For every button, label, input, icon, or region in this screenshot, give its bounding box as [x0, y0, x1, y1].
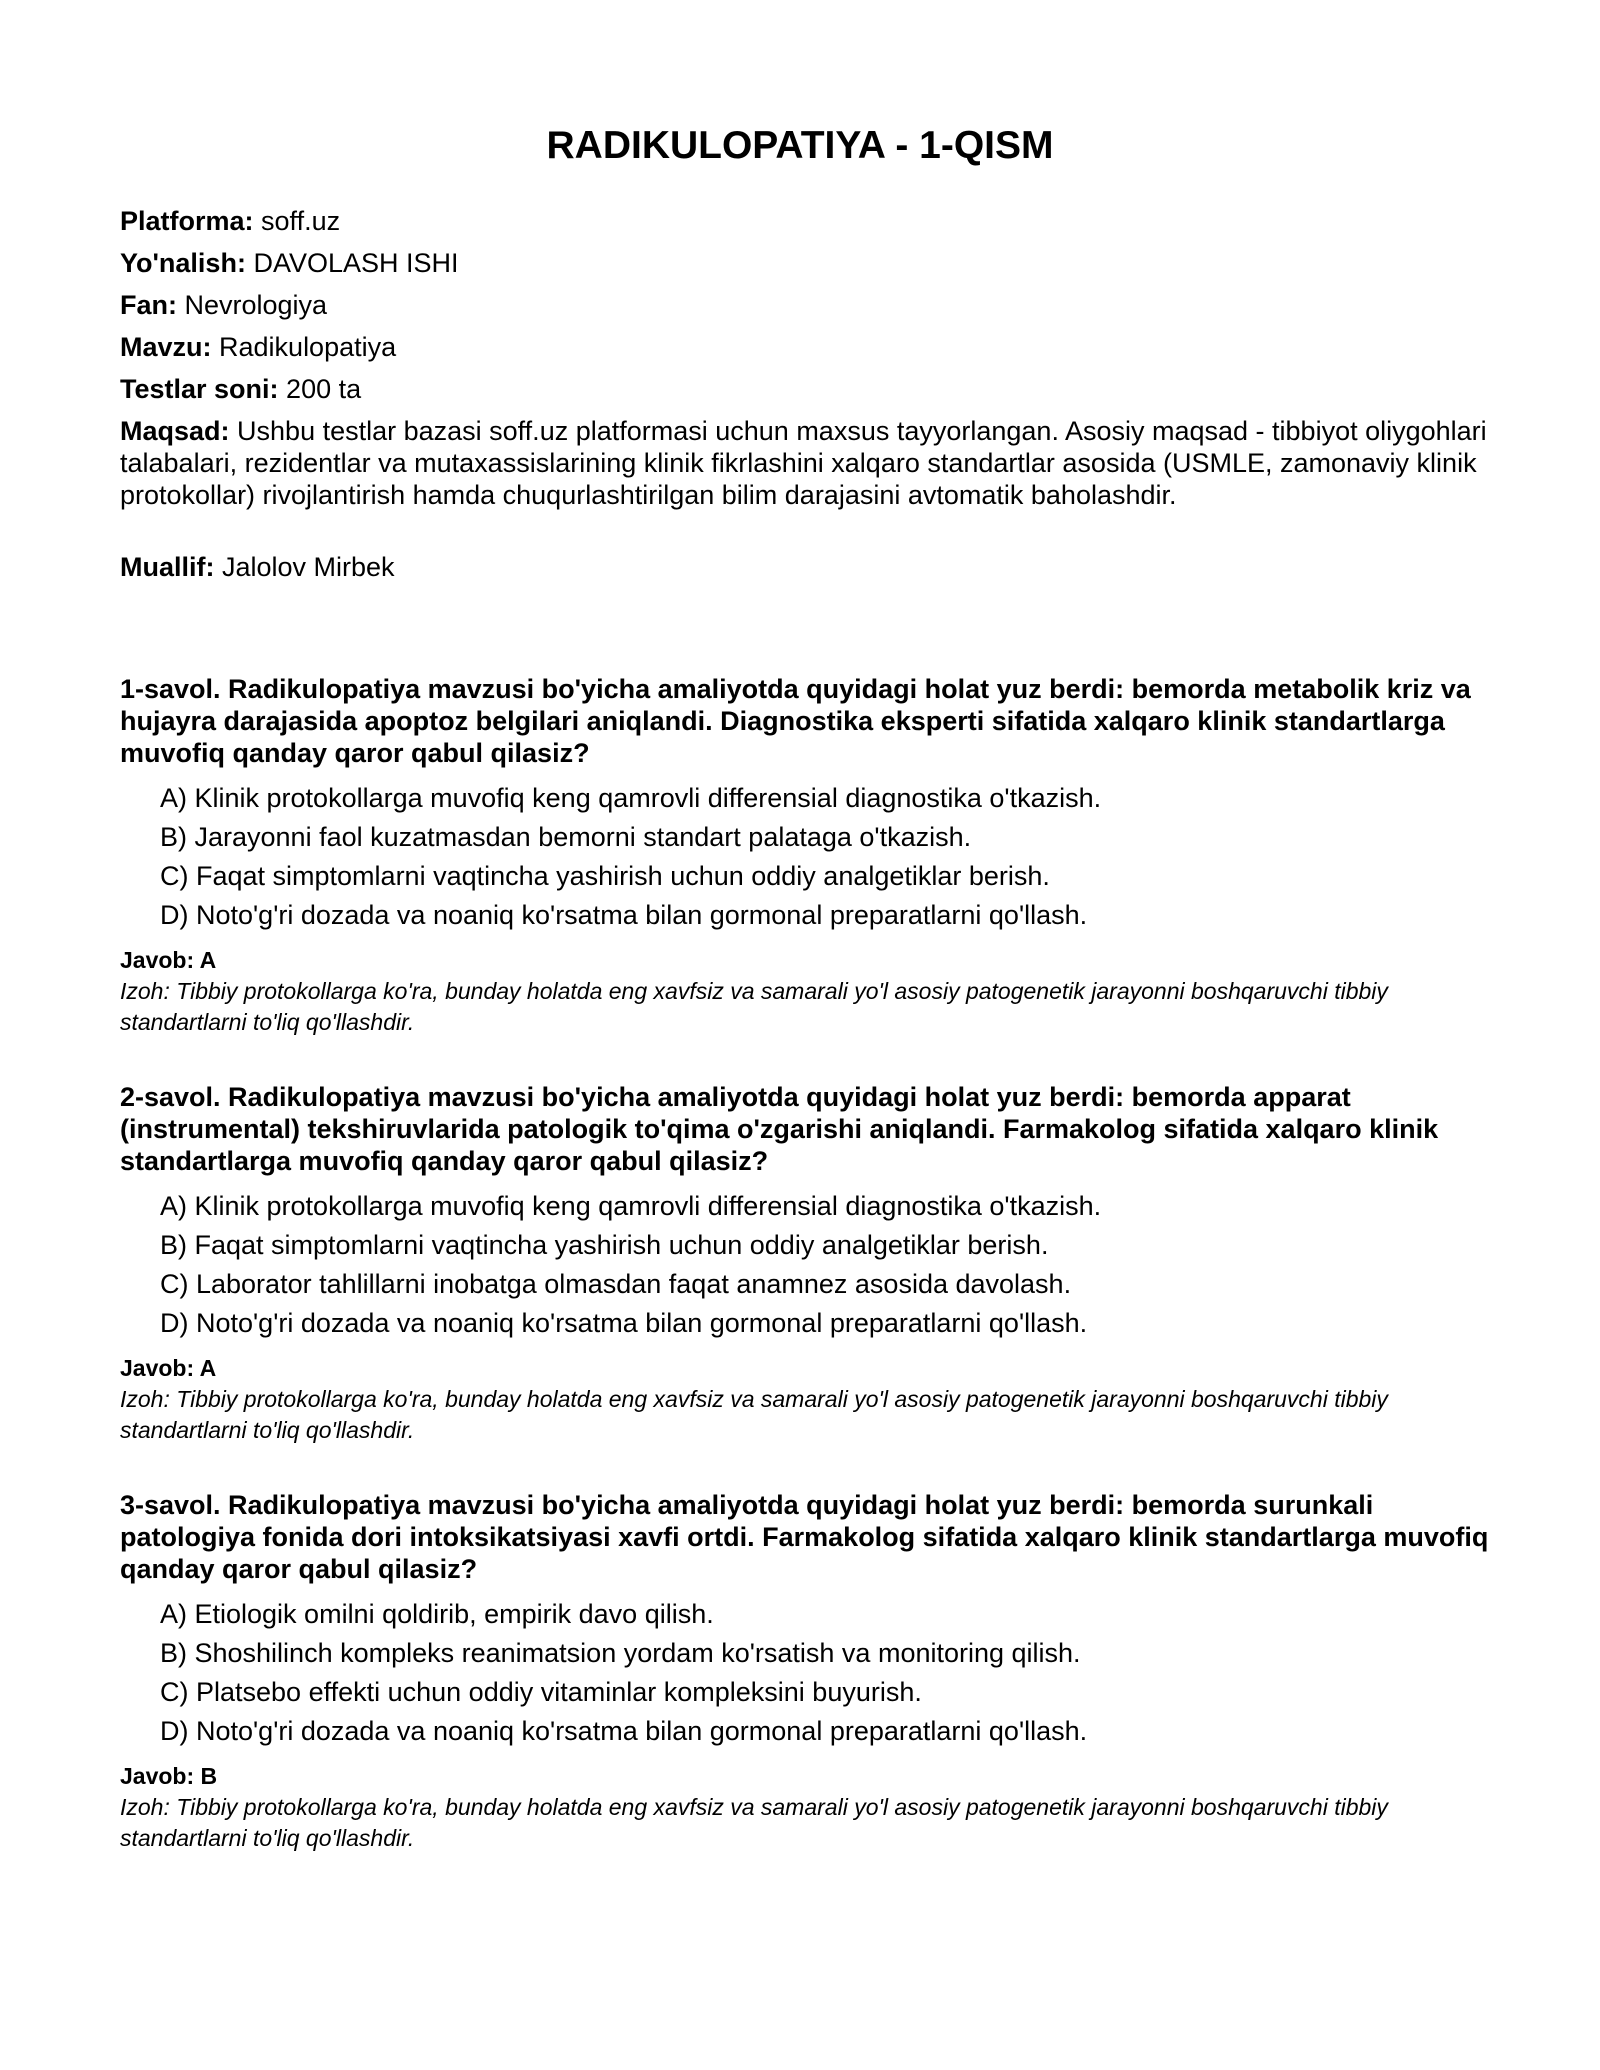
meta-value: Ushbu testlar bazasi soff.uz platformasi uchun maxsus tayyorlangan. Asosiy maqsad - tibbiyot oliygohlari talabalari, rezidentlar va mutaxassislarining klinik fikrlashini xalqaro standartlar asosida (USMLE, zamonaviy klinik protokollar) rivojlantirish hamda chuqurlashtirilgan bilim darajasini avtomatik baholashdir.	[120, 416, 1487, 510]
option-a: A) Etiologik omilni qoldirib, empirik davo qilish.	[160, 1599, 714, 1629]
meta-maqsad	[120, 415, 1490, 511]
question-title: 3-savol. Radikulopatiya mavzusi bo'yicha amaliyotda quyidagi holat yuz berdi: bemorda surunkali patologiya fonida dori intoksikatsiyasi xavfi ortdi. Farmakolog sifatida xalqaro klinik standartlarga muvofiq qanday qaror qabul qilasiz?	[120, 1490, 1489, 1584]
question-title: 2-savol. Radikulopatiya mavzusi bo'yicha amaliyotda quyidagi holat yuz berdi: bemorda apparat (instrumental) tekshiruvlarida patologik to'qima o'zgarishi aniqlandi. Farmakolog sifatida xalqaro klinik standartlarga muvofiq qanday qaror qabul qilasiz?	[120, 1082, 1439, 1176]
meta-mavzu	[120, 331, 1490, 363]
meta-value: 200 ta	[278, 374, 362, 404]
option-d: D) Noto'g'ri dozada va noaniq ko'rsatma bilan gormonal preparatlarni qo'llash.	[160, 1308, 1088, 1338]
meta-fan	[120, 289, 1490, 321]
meta-value: Radikulopatiya	[211, 332, 397, 362]
meta-muallif	[120, 551, 1490, 583]
option-a: A) Klinik protokollarga muvofiq keng qamrovli differensial diagnostika o'tkazish.	[160, 783, 1102, 813]
options-list	[120, 779, 1500, 935]
question-1	[120, 673, 1500, 1038]
meta-label: Testlar soni:	[120, 374, 279, 404]
meta-value: DAVOLASH ISHI	[245, 248, 459, 278]
option-b: B) Faqat simptomlarni vaqtincha yashirish uchun oddiy analgetiklar berish.	[160, 1230, 1049, 1260]
meta-label: Maqsad:	[120, 416, 230, 446]
meta-yonalish	[120, 247, 1490, 279]
meta-label: Fan:	[120, 290, 177, 320]
meta-testlar-soni	[120, 373, 1490, 405]
meta-label: Mavzu:	[120, 332, 212, 362]
meta-platforma	[120, 205, 1490, 237]
option-c: C) Laborator tahlillarni inobatga olmasdan faqat anamnez asosida davolash.	[160, 1269, 1072, 1299]
explanation: Izoh: Tibbiy protokollarga ko'ra, bunday holatda eng xavfsiz va samarali yo'l asosiy patogenetik jarayonni boshqaruvchi tibbiy standartlarni to'liq qo'llashdir.	[120, 1794, 1388, 1851]
option-b: B) Jarayonni faol kuzatmasdan bemorni standart palataga o'tkazish.	[160, 822, 972, 852]
answer: Javob: A	[120, 947, 217, 973]
option-c: C) Platsebo effekti uchun oddiy vitaminlar kompleksini buyurish.	[160, 1677, 922, 1707]
meta-label: Muallif:	[120, 552, 215, 582]
answer: Javob: A	[120, 1355, 217, 1381]
meta-label: Yo'nalish:	[120, 248, 246, 278]
question-2	[120, 1081, 1500, 1446]
options-list	[120, 1187, 1500, 1343]
option-c: C) Faqat simptomlarni vaqtincha yashirish uchun oddiy analgetiklar berish.	[160, 861, 1050, 891]
option-a: A) Klinik protokollarga muvofiq keng qamrovli differensial diagnostika o'tkazish.	[160, 1191, 1102, 1221]
meta-value: Nevrologiya	[177, 290, 328, 320]
option-d: D) Noto'g'ri dozada va noaniq ko'rsatma bilan gormonal preparatlarni qo'llash.	[160, 1716, 1088, 1746]
meta-value: soff.uz	[253, 206, 341, 236]
meta-label: Platforma:	[120, 206, 254, 236]
question-3	[120, 1489, 1500, 1854]
document-title: RADIKULOPATIYA - 1-QISM	[546, 124, 1054, 167]
explanation: Izoh: Tibbiy protokollarga ko'ra, bunday holatda eng xavfsiz va samarali yo'l asosiy patogenetik jarayonni boshqaruvchi tibbiy standartlarni to'liq qo'llashdir.	[120, 1386, 1388, 1443]
question-title: 1-savol. Radikulopatiya mavzusi bo'yicha amaliyotda quyidagi holat yuz berdi: bemorda metabolik kriz va hujayra darajasida apoptoz belgilari aniqlandi. Diagnostika eksperti sifatida xalqaro klinik standartlarga muvofiq qanday qaror qabul qilasiz?	[120, 674, 1471, 768]
answer: Javob: B	[120, 1763, 218, 1789]
option-b: B) Shoshilinch kompleks reanimatsion yordam ko'rsatish va monitoring qilish.	[160, 1638, 1081, 1668]
explanation: Izoh: Tibbiy protokollarga ko'ra, bunday holatda eng xavfsiz va samarali yo'l asosiy patogenetik jarayonni boshqaruvchi tibbiy standartlarni to'liq qo'llashdir.	[120, 978, 1388, 1035]
meta-value: Jalolov Mirbek	[214, 552, 395, 582]
options-list	[120, 1595, 1500, 1751]
option-d: D) Noto'g'ri dozada va noaniq ko'rsatma bilan gormonal preparatlarni qo'llash.	[160, 900, 1088, 930]
